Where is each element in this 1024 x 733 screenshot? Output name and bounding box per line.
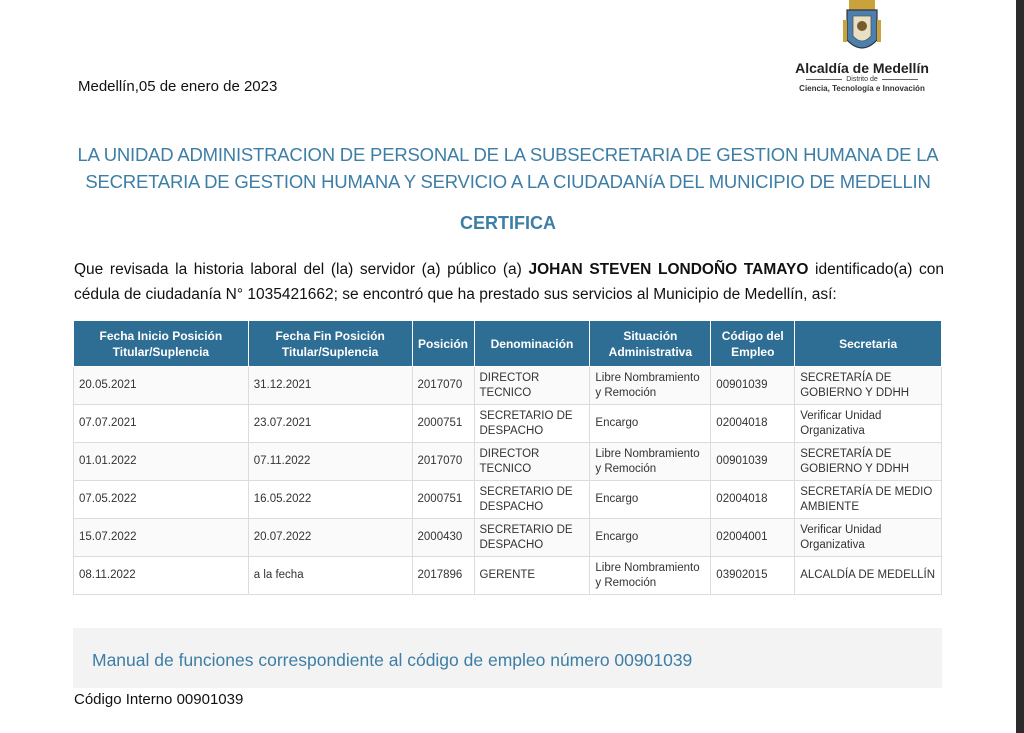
table-cell: 2017896: [412, 557, 474, 595]
table-cell: 2017070: [412, 443, 474, 481]
manual-section: [73, 628, 942, 688]
table-cell: 07.07.2021: [74, 405, 249, 443]
table-cell: 08.11.2022: [74, 557, 249, 595]
table-row: [74, 367, 942, 405]
internal-code: Código Interno 00901039: [74, 691, 244, 708]
column-header: Posición: [412, 321, 474, 367]
heading-line-2: SECRETARIA DE GESTION HUMANA Y SERVICIO A LA CIUDADANíA DEL MUNICIPIO DE MEDELLIN: [85, 171, 931, 192]
column-header: Fecha Fin Posición Titular/Suplencia: [248, 321, 412, 367]
heading-line-1: LA UNIDAD ADMINISTRACION DE PERSONAL DE LA SUBSECRETARIA DE GESTION HUMANA DE LA: [77, 144, 939, 165]
table-cell: 01.01.2022: [74, 443, 249, 481]
table-cell: 2017070: [412, 367, 474, 405]
coat-of-arms-icon: [841, 0, 883, 56]
table-cell: a la fecha: [248, 557, 412, 595]
table-row: [74, 519, 942, 557]
certifica-title: CERTIFICA: [460, 213, 556, 233]
table-cell: 07.05.2022: [74, 481, 249, 519]
table-cell: DIRECTOR TECNICO: [474, 367, 590, 405]
table-cell: Verificar Unidad Organizativa: [795, 405, 942, 443]
employee-name: JOHAN STEVEN LONDOÑO TAMAYO: [528, 261, 809, 278]
table-body: [74, 367, 942, 595]
logo-name: Alcaldía de Medellín: [795, 60, 929, 76]
table-cell: Libre Nombramiento y Remoción: [590, 443, 711, 481]
table-header-row: [74, 321, 942, 367]
logo-subtitle-1: Distrito de: [782, 76, 942, 83]
table-cell: 2000751: [412, 481, 474, 519]
positions-table: [73, 320, 942, 595]
table-cell: 02004018: [711, 405, 795, 443]
table-cell: 2000430: [412, 519, 474, 557]
table-cell: 23.07.2021: [248, 405, 412, 443]
table-cell: 16.05.2022: [248, 481, 412, 519]
table-cell: DIRECTOR TECNICO: [474, 443, 590, 481]
window-frame-edge: [1016, 0, 1024, 733]
table-cell: SECRETARÍA DE GOBIERNO Y DDHH: [795, 367, 942, 405]
table-row: [74, 557, 942, 595]
table-cell: 03902015: [711, 557, 795, 595]
table-cell: SECRETARÍA DE GOBIERNO Y DDHH: [795, 443, 942, 481]
column-header: Denominación: [474, 321, 590, 367]
logo-subtitle-2: Ciencia, Tecnología e Innovación: [799, 84, 925, 93]
column-header: Código del Empleo: [711, 321, 795, 367]
table-cell: 2000751: [412, 405, 474, 443]
table-cell: 15.07.2022: [74, 519, 249, 557]
column-header: Situación Administrativa: [590, 321, 711, 367]
table-cell: Encargo: [590, 519, 711, 557]
alcaldia-logo: [782, 0, 942, 100]
table-row: [74, 443, 942, 481]
document-heading: [74, 141, 942, 195]
table-cell: SECRETARIO DE DESPACHO: [474, 519, 590, 557]
table-cell: 31.12.2021: [248, 367, 412, 405]
table-cell: 00901039: [711, 367, 795, 405]
table-cell: SECRETARIO DE DESPACHO: [474, 405, 590, 443]
table-cell: Encargo: [590, 481, 711, 519]
document-date: Medellín,05 de enero de 2023: [78, 78, 278, 95]
table-cell: 02004001: [711, 519, 795, 557]
table-cell: 20.05.2021: [74, 367, 249, 405]
table-cell: Libre Nombramiento y Remoción: [590, 557, 711, 595]
manual-title: Manual de funciones correspondiente al código de empleo número 00901039: [92, 650, 693, 670]
column-header: Fecha Inicio Posición Titular/Suplencia: [74, 321, 249, 367]
column-header: Secretaria: [795, 321, 942, 367]
table-cell: Verificar Unidad Organizativa: [795, 519, 942, 557]
table-cell: 07.11.2022: [248, 443, 412, 481]
table-cell: 20.07.2022: [248, 519, 412, 557]
table-cell: GERENTE: [474, 557, 590, 595]
table-cell: ALCALDÍA DE MEDELLÍN: [795, 557, 942, 595]
table-cell: SECRETARÍA DE MEDIO AMBIENTE: [795, 481, 942, 519]
table-cell: Libre Nombramiento y Remoción: [590, 367, 711, 405]
table-cell: Encargo: [590, 405, 711, 443]
certification-paragraph: Que revisada la historia laboral del (la) servidor (a) público (a) JOHAN STEVEN LONDOÑO TAMAYO identificado(a) con cédula de ciudadanía N° 1035421662; se encontró que ha prestado sus servicios al Municipio de Medellín, así:: [74, 261, 944, 303]
table-row: [74, 405, 942, 443]
table-row: [74, 481, 942, 519]
table-cell: SECRETARIO DE DESPACHO: [474, 481, 590, 519]
table-cell: 00901039: [711, 443, 795, 481]
table-cell: 02004018: [711, 481, 795, 519]
